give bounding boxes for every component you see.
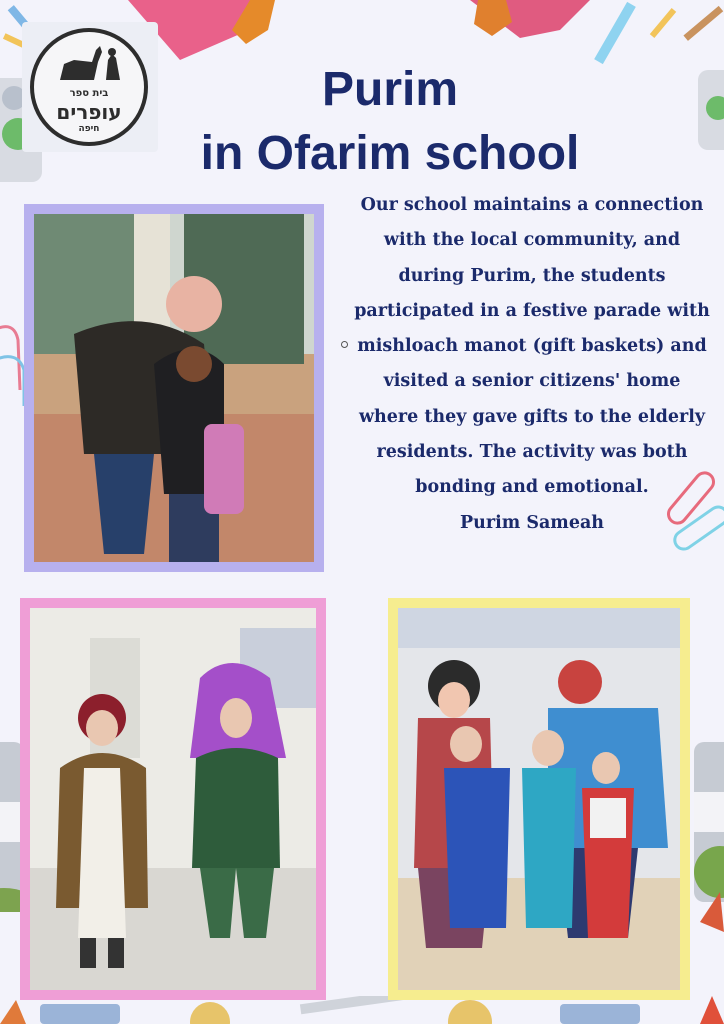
photo-frame-bottom-left <box>20 598 326 1000</box>
logo-text-school: בית ספר <box>69 88 109 99</box>
description-paragraph: Our school maintains a connection with the local community, and during Purim, the students participated in a festive parade with mishloach manot (gift baskets) and visited a senior citizens' home where they gave gifts to the elderly residents. The activity was both bonding and emotional. <box>354 195 710 498</box>
photo-frame-top <box>24 204 324 572</box>
photo-frame-bottom-right <box>388 598 690 1000</box>
bottom-decoration-strip <box>0 996 724 1024</box>
school-logo <box>22 22 158 152</box>
ink-bottle-decoration-right <box>690 742 724 932</box>
description-text <box>352 188 712 541</box>
logo-emblem <box>30 28 148 146</box>
page-title-line2: in Ofarim school <box>200 127 580 180</box>
photo-man-hugging-child-icon <box>34 214 314 562</box>
photo-group-in-clown-costumes-icon <box>398 608 680 990</box>
page-title-line1: Purim <box>321 63 459 116</box>
deer-and-children-icon <box>34 36 144 96</box>
logo-text-city: חיפה <box>78 124 100 134</box>
small-circle-mark <box>341 341 348 348</box>
photo-two-children-in-costumes-icon <box>30 608 316 990</box>
logo-text-name: עופרים <box>56 100 122 124</box>
paint-palette-decoration-right <box>694 70 724 150</box>
description-signoff: Purim Sameah <box>459 512 605 533</box>
